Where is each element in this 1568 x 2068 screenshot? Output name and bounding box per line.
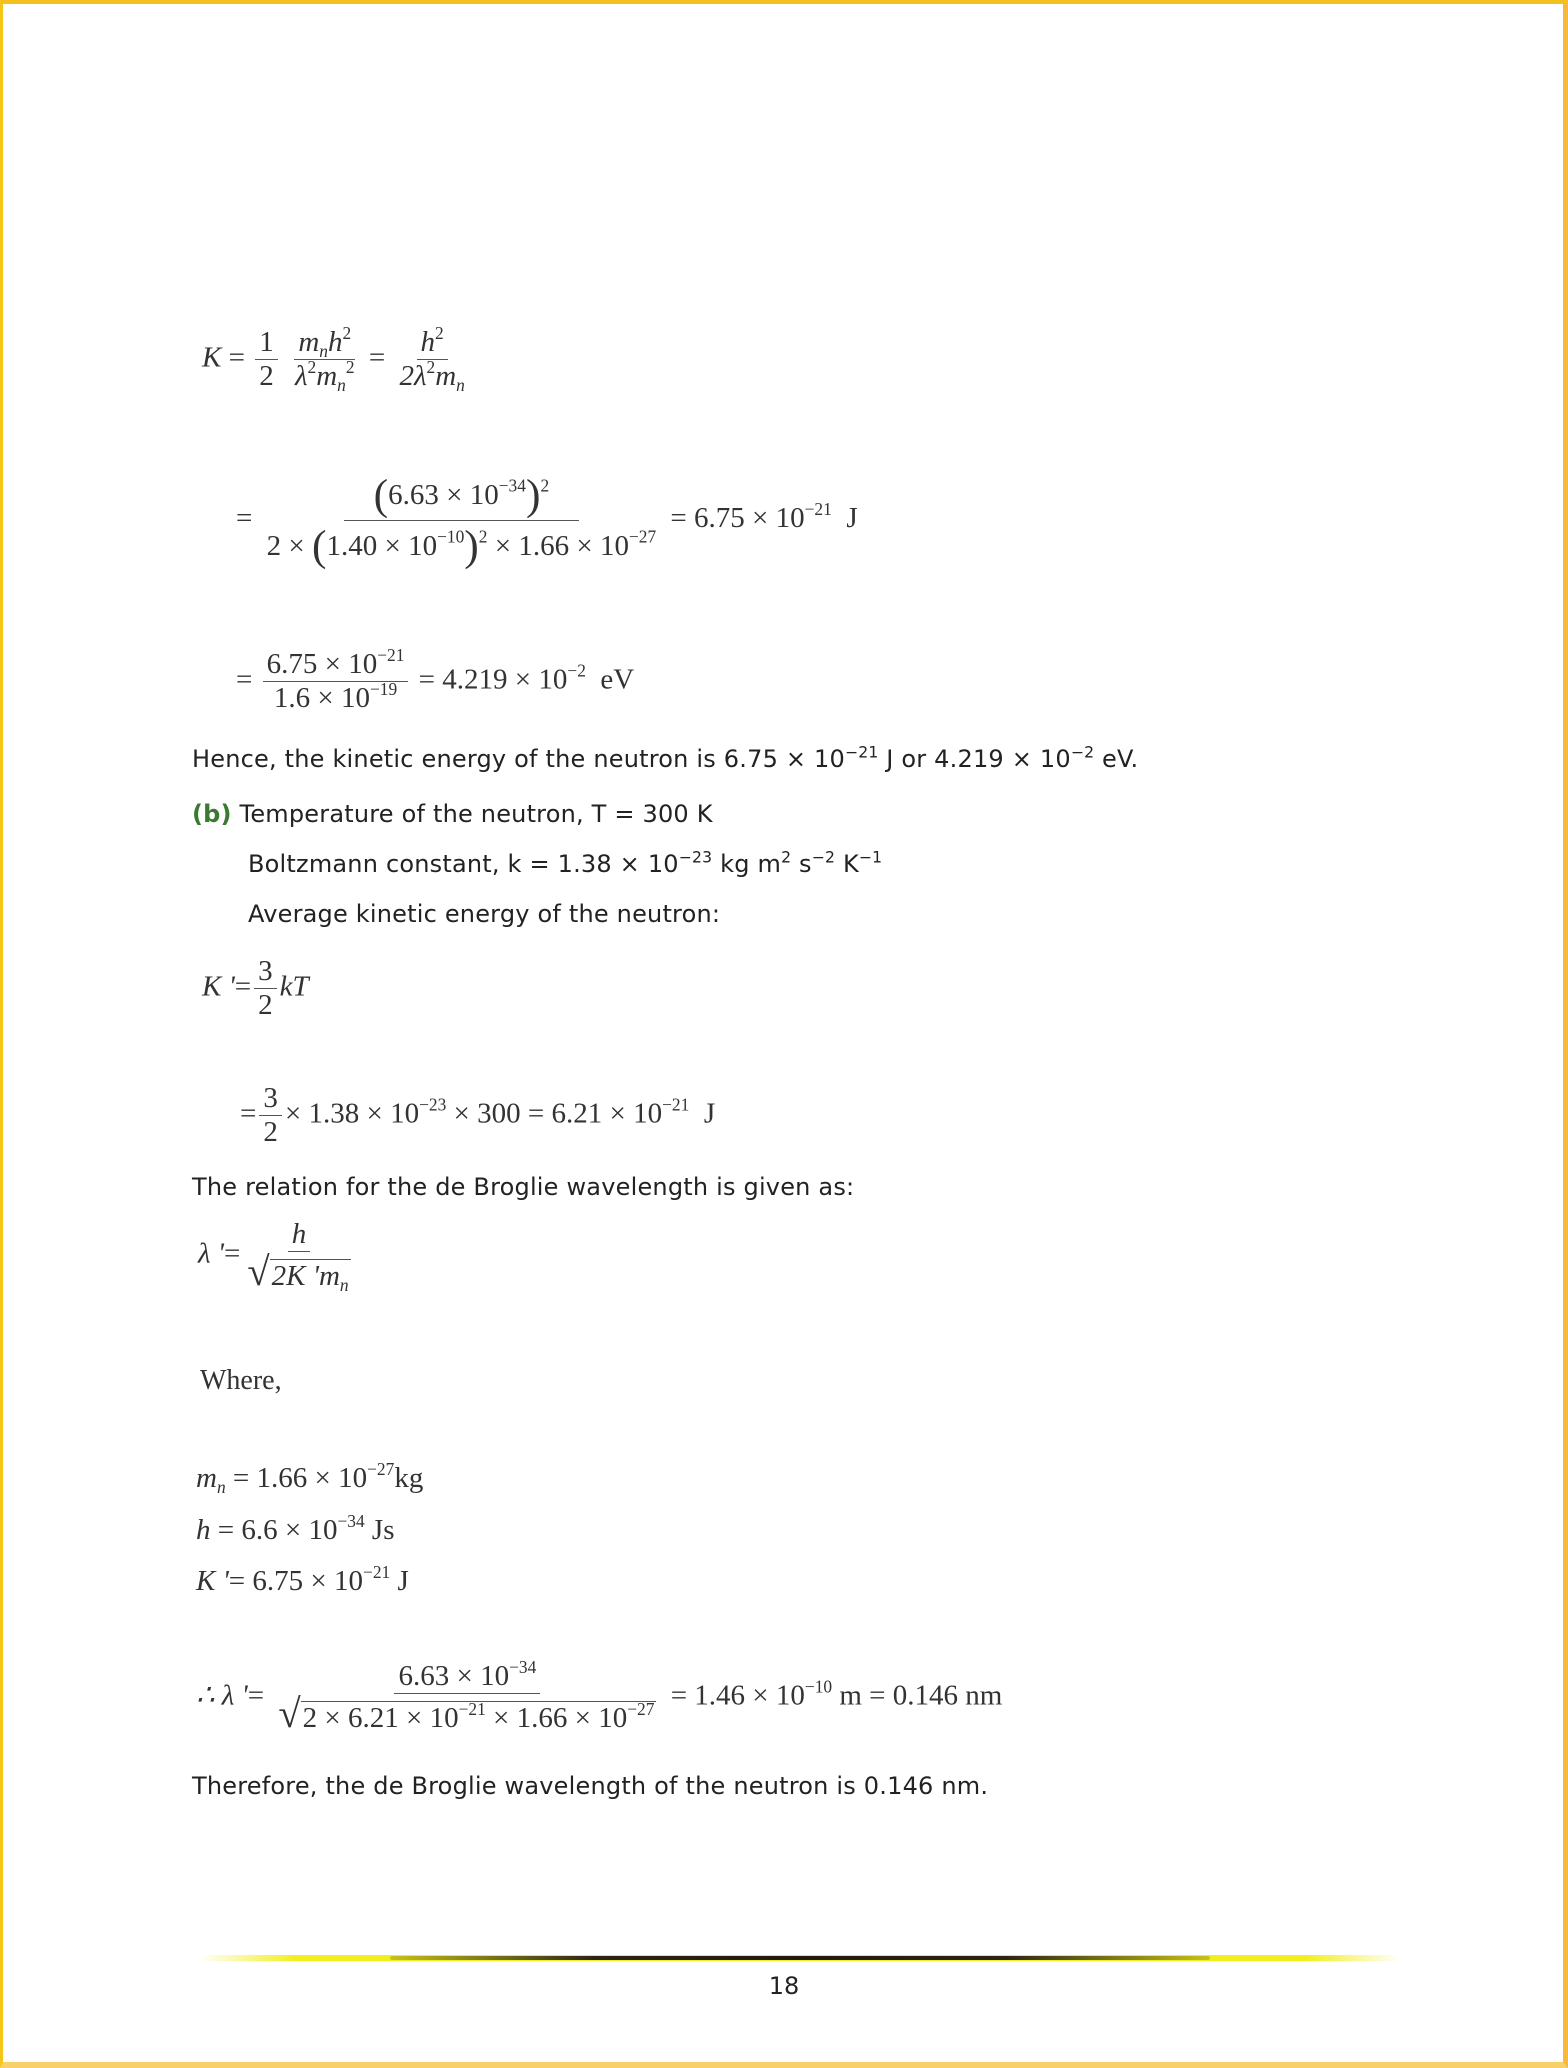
denominator [395, 357, 468, 396]
numerator [417, 322, 448, 360]
equation-energy-in-ev [236, 644, 635, 716]
fraction-main [263, 470, 661, 571]
value: × 300 = 6.21 × 10 [446, 1097, 663, 1130]
power: 2 [478, 526, 488, 547]
exponent: −21 [662, 1094, 690, 1115]
expression: 2K 'm [271, 1259, 340, 1292]
superscript: 2 [435, 322, 444, 343]
superscript: 2 [307, 357, 317, 378]
numerator: 3 [259, 1082, 282, 1116]
fraction-mh2 [291, 322, 359, 396]
fraction-h2-over-2lambda2m [395, 322, 468, 396]
subscript: n [216, 1477, 226, 1498]
text: kg m [712, 850, 782, 878]
fraction-three-halves [254, 955, 277, 1023]
denominator [243, 1249, 354, 1295]
part-b-temperature [192, 800, 713, 828]
equation-average-ke [202, 955, 309, 1023]
symbol-m: m [316, 360, 338, 393]
exponent: −21 [804, 499, 832, 519]
equation-de-broglie [198, 1218, 358, 1294]
kinetic-energy-conclusion [192, 745, 1138, 773]
symbol-h: h [327, 326, 343, 358]
exponent: −21 [458, 1698, 486, 1719]
where-label: Where, [200, 1365, 282, 1396]
square-root [247, 1249, 350, 1295]
symbol: m [196, 1462, 217, 1494]
equation-wavelength-result [196, 1656, 1003, 1737]
fraction-half [255, 326, 278, 394]
symbol-m: m [435, 360, 457, 393]
equals-sign: = [225, 1462, 257, 1494]
numerator: 1 [255, 326, 278, 360]
exponent: −10 [804, 1676, 833, 1697]
unit: eV [600, 663, 635, 696]
exponent: −21 [844, 743, 879, 762]
exponent: −21 [377, 644, 405, 665]
text: Boltzmann constant, k = 1.38 × 10 [248, 850, 679, 878]
boltzmann-constant [248, 850, 882, 878]
equals-sign: = [210, 1514, 242, 1546]
denominator [270, 679, 401, 715]
exponent: −34 [498, 475, 526, 496]
value: 6.75 × 10 [266, 648, 378, 680]
fraction-joule-to-ev [263, 644, 409, 716]
footer-rule-center [390, 1956, 1210, 1960]
denominator: 2 [263, 1116, 278, 1149]
symbol: K ' [196, 1565, 229, 1597]
value: 2 × 6.21 × 10 [302, 1701, 459, 1734]
exponent: −2 [811, 848, 836, 867]
symbol-2lambda: 2λ [399, 360, 427, 393]
unit: J [846, 502, 858, 535]
equals-sign: = [368, 341, 386, 374]
radicand [270, 1259, 351, 1293]
equals-sign: = [228, 1565, 253, 1597]
exponent: −2 [1070, 743, 1095, 762]
fraction-wavelength [274, 1656, 660, 1737]
exponent: −1 [858, 848, 883, 867]
numerator [263, 644, 409, 682]
exponent: −10 [437, 526, 465, 547]
superscript: 2 [426, 357, 436, 378]
unit: kg [394, 1462, 424, 1494]
equals-sign: = [247, 1679, 265, 1712]
radical-sign: √ [278, 1691, 301, 1737]
average-ke-label: Average kinetic energy of the neutron: [248, 900, 721, 928]
subscript: n [337, 375, 346, 396]
equals-sign: = [224, 1237, 241, 1270]
text: s [791, 850, 812, 878]
text: Temperature of the neutron, T = 300 K [231, 800, 713, 828]
symbol: h [196, 1514, 211, 1546]
page-number: 18 [768, 1972, 800, 2000]
fraction-three-halves [259, 1082, 282, 1150]
equation-kinetic-energy-substitution [236, 470, 858, 571]
denominator [274, 1691, 660, 1737]
numerator [344, 470, 580, 521]
definition-planck-constant [196, 1510, 395, 1547]
exponent: −21 [363, 1561, 391, 1582]
value-h: 6.63 × 10 [388, 478, 499, 511]
unit: J [703, 1097, 716, 1130]
text: eV. [1094, 745, 1139, 773]
numerator [288, 1218, 311, 1252]
value: 6.75 × 10 [252, 1565, 364, 1597]
exponent: −23 [419, 1094, 447, 1115]
value: 1.6 × 10 [273, 682, 370, 715]
superscript: 2 [342, 322, 352, 343]
exponent: −2 [567, 660, 586, 681]
value: 1.66 × 10 [256, 1462, 368, 1494]
radicand [301, 1698, 657, 1735]
radical-sign: √ [247, 1249, 270, 1295]
result-value: = 1.46 × 10 [670, 1679, 805, 1712]
symbol-k-prime: K ' [202, 970, 235, 1003]
symbol-h: h [291, 1218, 307, 1250]
part-label: (b) [192, 800, 232, 828]
factor-2: 2 × [266, 529, 312, 562]
symbol-k: K [202, 341, 222, 374]
value: × 1.38 × 10 [284, 1097, 420, 1130]
left-paren: ( [311, 522, 327, 571]
unit: J [390, 1565, 409, 1597]
symbol-lambda: λ [294, 360, 308, 393]
equation-kinetic-energy-formula [202, 322, 472, 396]
value: 6.6 × 10 [241, 1514, 338, 1546]
exponent: −27 [627, 1698, 655, 1719]
denominator: 2 [258, 989, 273, 1022]
symbol-lambda-prime: λ ' [198, 1237, 225, 1270]
equation-average-ke-value [240, 1082, 715, 1150]
exponent: −19 [369, 679, 398, 700]
power: 2 [540, 475, 550, 496]
equals-sign: = [236, 663, 253, 696]
superscript: 2 [345, 357, 355, 378]
fraction-de-broglie [243, 1218, 354, 1294]
exponent: −34 [509, 1656, 537, 1677]
right-paren: ) [464, 522, 479, 571]
numerator: 3 [254, 955, 277, 989]
value: × 1.66 × 10 [485, 1701, 628, 1734]
result-tail: m = 0.146 nm [832, 1679, 1003, 1712]
wavelength-conclusion: Therefore, the de Broglie wavelength of the neutron is 0.146 nm. [192, 1772, 989, 1800]
equals-sign: = [240, 1097, 257, 1130]
symbol-therefore-lambda-prime: ∴ λ ' [196, 1679, 248, 1712]
result-value: = 6.75 × 10 [670, 502, 805, 535]
right-paren: ) [525, 471, 541, 519]
denominator [263, 521, 661, 571]
symbol-h: h [420, 326, 436, 358]
exponent: −27 [367, 1458, 395, 1479]
definition-k-prime [196, 1561, 409, 1598]
de-broglie-relation-label: The relation for the de Broglie wavelength is given as: [192, 1173, 855, 1201]
square-root [278, 1691, 656, 1737]
text: J or 4.219 × 10 [878, 745, 1071, 773]
value-lambda: 1.40 × 10 [326, 529, 438, 562]
subscript: n [319, 341, 328, 362]
numerator [294, 322, 355, 362]
subscript: n [339, 1274, 349, 1295]
denominator: 2 [259, 360, 274, 393]
numerator [394, 1656, 540, 1694]
symbol-m: m [298, 326, 320, 358]
exponent: −34 [337, 1510, 365, 1531]
subscript: n [456, 375, 465, 396]
equals-sign: = [236, 502, 253, 535]
left-paren: ( [373, 471, 389, 519]
definition-neutron-mass [196, 1458, 424, 1498]
equals-sign: = [234, 970, 252, 1003]
value: 6.63 × 10 [398, 1660, 510, 1692]
value-mass: × 1.66 × 10 [487, 529, 629, 562]
text: Hence, the kinetic energy of the neutron is 6.75 × 10 [192, 745, 845, 773]
text: K [835, 850, 859, 878]
denominator [291, 357, 359, 396]
unit: Js [364, 1514, 395, 1546]
result-value: = 4.219 × 10 [418, 663, 568, 696]
exponent: −23 [678, 848, 713, 867]
exponent: −27 [628, 526, 657, 547]
equals-sign: = [228, 341, 245, 374]
symbol-kt: kT [279, 970, 309, 1003]
exponent: 2 [781, 848, 792, 867]
